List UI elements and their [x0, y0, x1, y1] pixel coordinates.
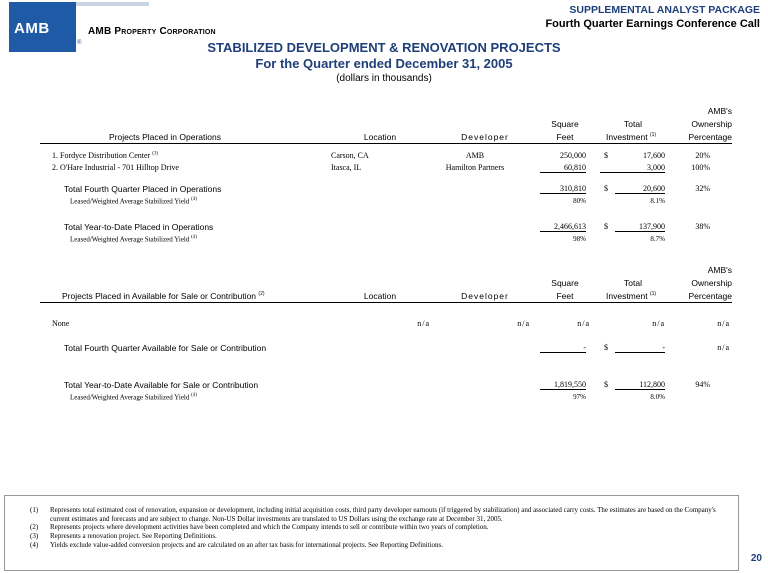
conference-call-label: Fourth Quarter Earnings Conference Call [545, 18, 760, 30]
col-project: Projects Placed in Operations [109, 132, 221, 142]
col-project: Projects Placed in Available for Sale or Contribution $^{(2)}$ [62, 291, 265, 301]
col-ownership-3: Percentage [688, 132, 732, 142]
total-q4-ownership: n/a [717, 343, 730, 352]
none-location: n/a [417, 319, 430, 328]
yield-label: Leased/Weighted Average Stabilized Yield $^{(4)}$ [70, 197, 197, 206]
footnote-num: (2) [30, 523, 39, 531]
table-row-location: Carson, CA [331, 151, 369, 160]
footnote-text: Represents total estimated cost of renovation, expansion or development, including initial acquisition costs, third party developer earnouts (if triggered by stabilization) and associated carry costs. The estimates are based on the Company's current estimates and forecasts and are subject to change. Non-US Dollar investments are translated to US Dollars using the exchange rate at December 31, 2005. [50, 506, 716, 523]
none-sqft: n/a [577, 319, 590, 328]
col-location: Location [363, 132, 397, 142]
total-q4-investment: - [615, 343, 665, 353]
table-row-dollar: $ [604, 151, 608, 160]
col-sqft-2: Feet [556, 132, 574, 142]
none-ownership: n/a [717, 319, 730, 328]
table-row-ownership: 20% [695, 151, 710, 160]
logo-pattern [9, 2, 149, 10]
table-row-developer: Hamilton Partners [445, 163, 505, 172]
total-ytd-investment: 112,800 [615, 380, 665, 390]
company-name: AMB Property Corporation [88, 26, 216, 37]
col-developer: Developer [461, 132, 509, 142]
total-q4-investment: 20,600 [615, 184, 665, 194]
units-note: (dollars in thousands) [336, 73, 432, 84]
table-row-project: 1. Fordyce Distribution Center $^{(3)}$ [52, 151, 159, 160]
total-q4-dollar: $ [604, 184, 608, 193]
footnote-text: Represents projects where development activities have been completed and which the Company intends to sell or contribute within two years of completion. [50, 523, 489, 531]
registered-mark: ® [77, 40, 82, 46]
total-ytd-dollar: $ [604, 380, 608, 389]
col-sqft-1: Square [551, 278, 579, 288]
table-row-sqft: 60,810 [540, 163, 586, 173]
table-row-developer: AMB [465, 151, 485, 160]
q4-yield: 8.1% [650, 197, 665, 205]
table-row-investment: 3,000 [600, 163, 665, 173]
footnote-text: Yields exclude value-added conversion projects and are calculated on an after tax basis for international projects. See Reporting Definitions. [50, 541, 444, 549]
header-rule [40, 302, 732, 303]
total-q4-sqft: - [540, 343, 586, 353]
table-row-project: 2. O'Hare Industrial - 701 Hilltop Drive [52, 163, 179, 172]
footnote-text: Represents a renovation project. See Reporting Definitions. [50, 532, 217, 540]
footnote-num: (3) [30, 532, 39, 540]
total-q4-ownership: 32% [695, 184, 710, 193]
total-ytd-investment: 137,900 [615, 222, 665, 232]
q4-leased: 80% [573, 197, 586, 205]
total-ytd-dollar: $ [604, 222, 608, 231]
col-ownership-2: Ownership [691, 278, 732, 288]
none-developer: n/a [517, 319, 530, 328]
yield-label: Leased/Weighted Average Stabilized Yield $^{(4)}$ [70, 235, 197, 244]
table-row-sqft: 250,000 [560, 151, 586, 160]
page-title: STABILIZED DEVELOPMENT & RENOVATION PROJECTS [207, 40, 561, 55]
col-investment-1: Total [624, 119, 642, 129]
supplemental-label: SUPPLEMENTAL ANALYST PACKAGE [569, 4, 760, 16]
none-label: None [52, 319, 70, 328]
total-ytd-ownership: 94% [695, 380, 710, 389]
ytd-leased: 98% [573, 235, 586, 243]
ytd-leased: 97% [573, 393, 586, 401]
table-row-ownership: 100% [691, 163, 710, 172]
col-sqft-2: Feet [556, 291, 574, 301]
total-ytd-sqft: 1,819,550 [540, 380, 586, 390]
total-ytd-sqft: 2,466,613 [540, 222, 586, 232]
col-sqft-1: Square [551, 119, 579, 129]
col-developer: Developer [461, 291, 509, 301]
none-investment: n/a [652, 319, 665, 328]
table-row-investment: 17,600 [643, 151, 665, 160]
col-investment-2: Investment $^{(1)}$ [606, 132, 657, 142]
total-ytd-label: Total Year-to-Date Placed in Operations [64, 222, 214, 232]
table-row-location: Itasca, IL [331, 163, 362, 172]
total-ytd-ownership: 38% [695, 222, 710, 231]
footnote-num: (4) [30, 541, 39, 549]
total-q4-label: Total Fourth Quarter Placed in Operations [64, 184, 222, 194]
yield-label: Leased/Weighted Average Stabilized Yield $^{(4)}$ [70, 393, 197, 402]
col-location: Location [363, 291, 397, 301]
col-investment-2: Investment $^{(1)}$ [606, 291, 657, 301]
total-ytd-label: Total Year-to-Date Available for Sale or Contribution [64, 380, 259, 390]
col-ownership-1: AMB's [707, 265, 732, 275]
total-q4-sqft: 310,810 [540, 184, 586, 194]
col-ownership-2: Ownership [691, 119, 732, 129]
footnote-num: (1) [30, 506, 39, 514]
col-ownership-3: Percentage [688, 291, 732, 301]
total-q4-label: Total Fourth Quarter Available for Sale or Contribution [64, 343, 267, 353]
page-subtitle: For the Quarter ended December 31, 2005 [255, 56, 513, 71]
logo-text: AMB [14, 20, 50, 37]
header-rule [40, 143, 732, 144]
page-number: 20 [750, 553, 762, 564]
col-investment-1: Total [624, 278, 642, 288]
ytd-yield: 8.0% [650, 393, 665, 401]
total-q4-dollar: $ [604, 343, 608, 352]
ytd-yield: 8.7% [650, 235, 665, 243]
col-ownership-1: AMB's [707, 106, 732, 116]
